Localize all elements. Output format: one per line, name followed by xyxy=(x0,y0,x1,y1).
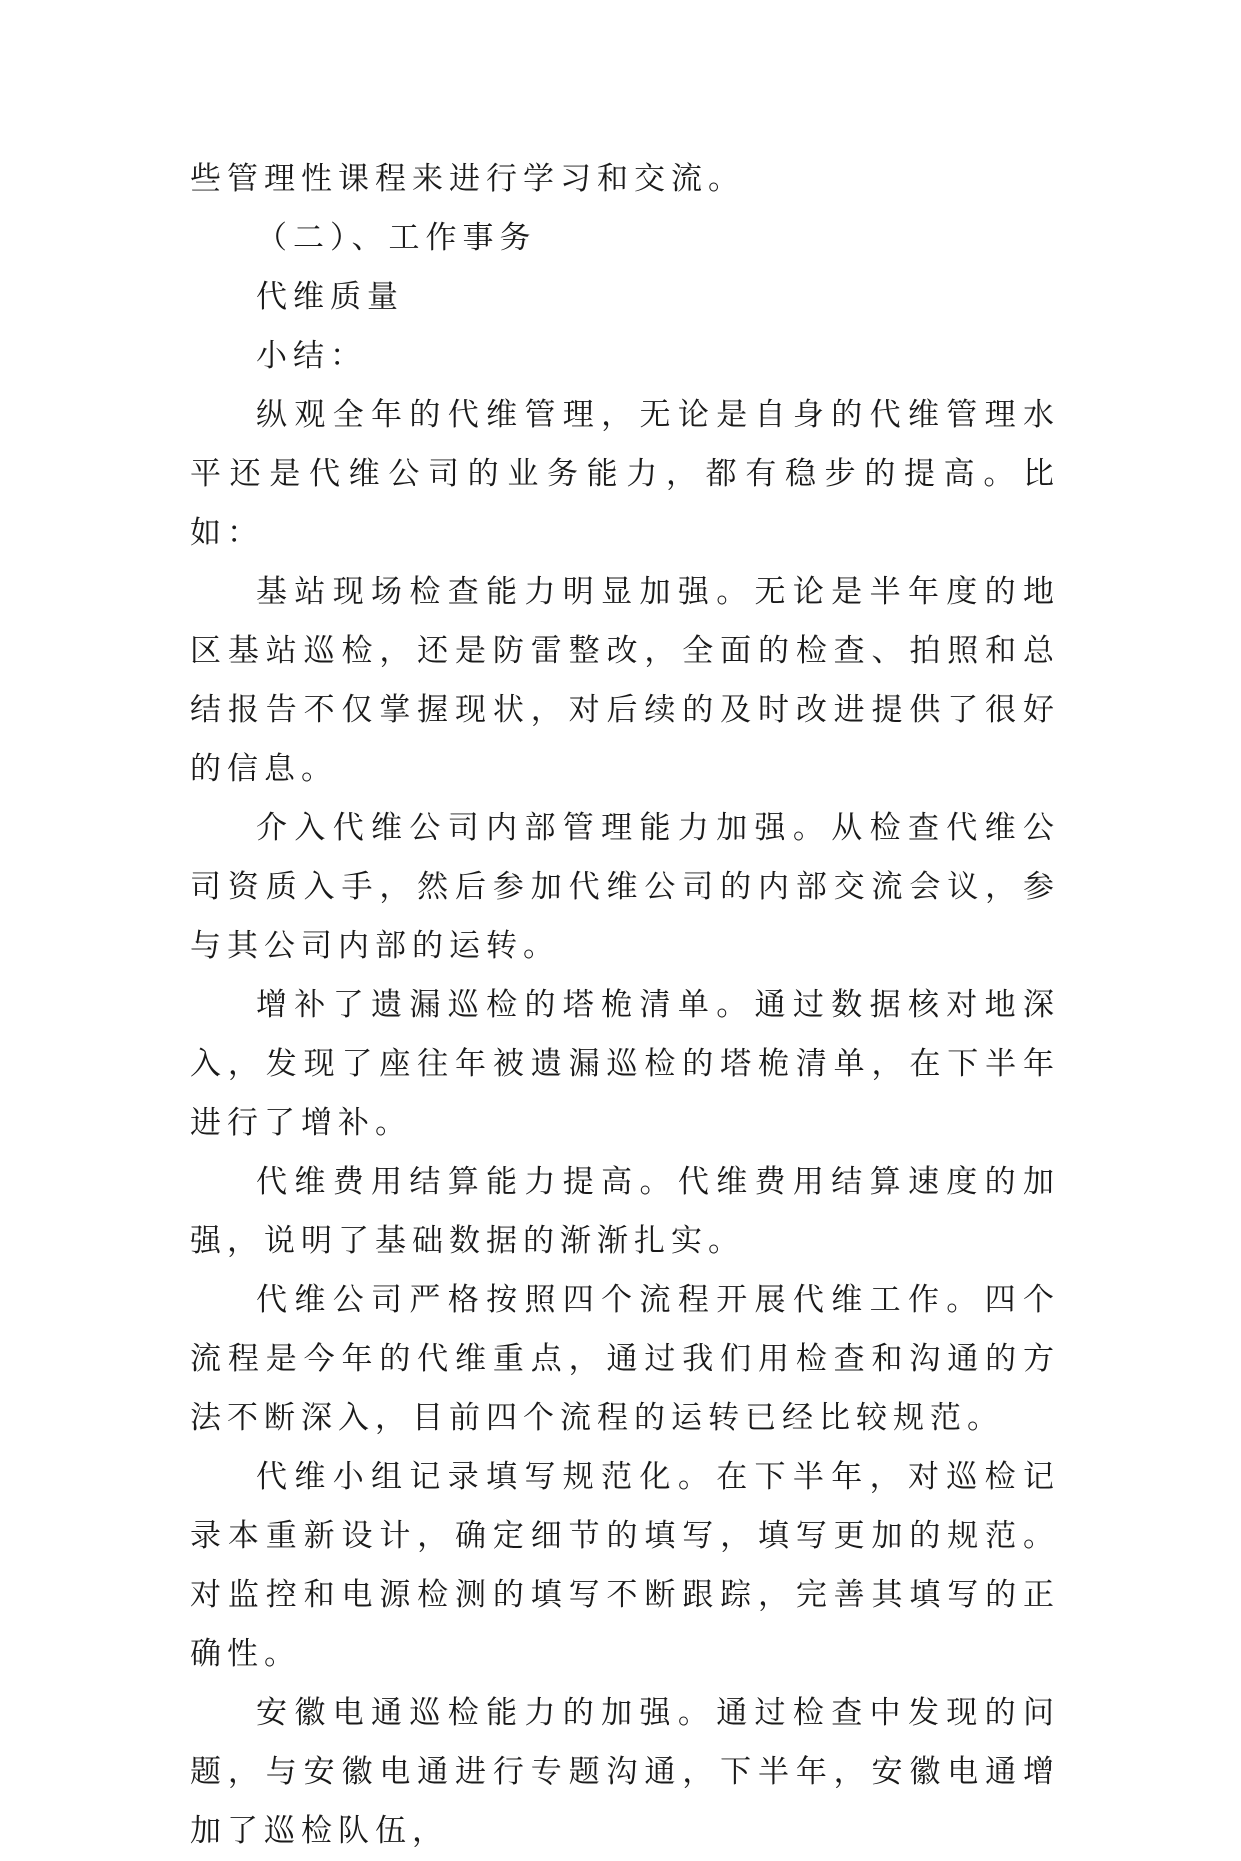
paragraph-site-inspection: 基站现场检查能力明显加强。无论是半年度的地区基站巡检，还是防雷整改，全面的检查、拍照和总结报告不仅掌握现状，对后续的及时改进提供了很好的信息。 xyxy=(190,574,1060,787)
paragraph-four-processes: 代维公司严格按照四个流程开展代维工作。四个流程是今年的代维重点，通过我们用检查和沟通的方法不断深入，目前四个流程的运转已经比较规范。 xyxy=(190,1282,1060,1436)
paragraph-settlement: 代维费用结算能力提高。代维费用结算速度的加强，说明了基础数据的渐渐扎实。 xyxy=(190,1164,1060,1259)
document-body xyxy=(190,150,1060,1861)
paragraph-records: 代维小组记录填写规范化。在下半年，对巡检记录本重新设计，确定细节的填写，填写更加的规范。对监控和电源检测的填写不断跟踪，完善其填写的正确性。 xyxy=(190,1459,1060,1672)
summary-label: 小结： xyxy=(256,338,367,374)
subsection-heading: 代维质量 xyxy=(256,279,404,315)
paragraph-internal-management: 介入代维公司内部管理能力加强。从检查代维公司资质入手，然后参加代维公司的内部交流会议，参与其公司内部的运转。 xyxy=(190,810,1060,964)
paragraph-overview: 纵观全年的代维管理，无论是自身的代维管理水平还是代维公司的业务能力，都有稳步的提高。比如： xyxy=(190,397,1060,551)
section-heading: （二）、工作事务 xyxy=(256,220,537,256)
paragraph-anhui-dientong: 安徽电通巡检能力的加强。通过检查中发现的问题，与安徽电通进行专题沟通，下半年，安徽电通增加了巡检队伍， xyxy=(190,1695,1060,1849)
paragraph-1: 些管理性课程来进行学习和交流。 xyxy=(190,161,745,197)
paragraph-tower-list: 增补了遗漏巡检的塔桅清单。通过数据核对地深入，发现了座往年被遗漏巡检的塔桅清单，在下半年进行了增补。 xyxy=(190,987,1060,1141)
